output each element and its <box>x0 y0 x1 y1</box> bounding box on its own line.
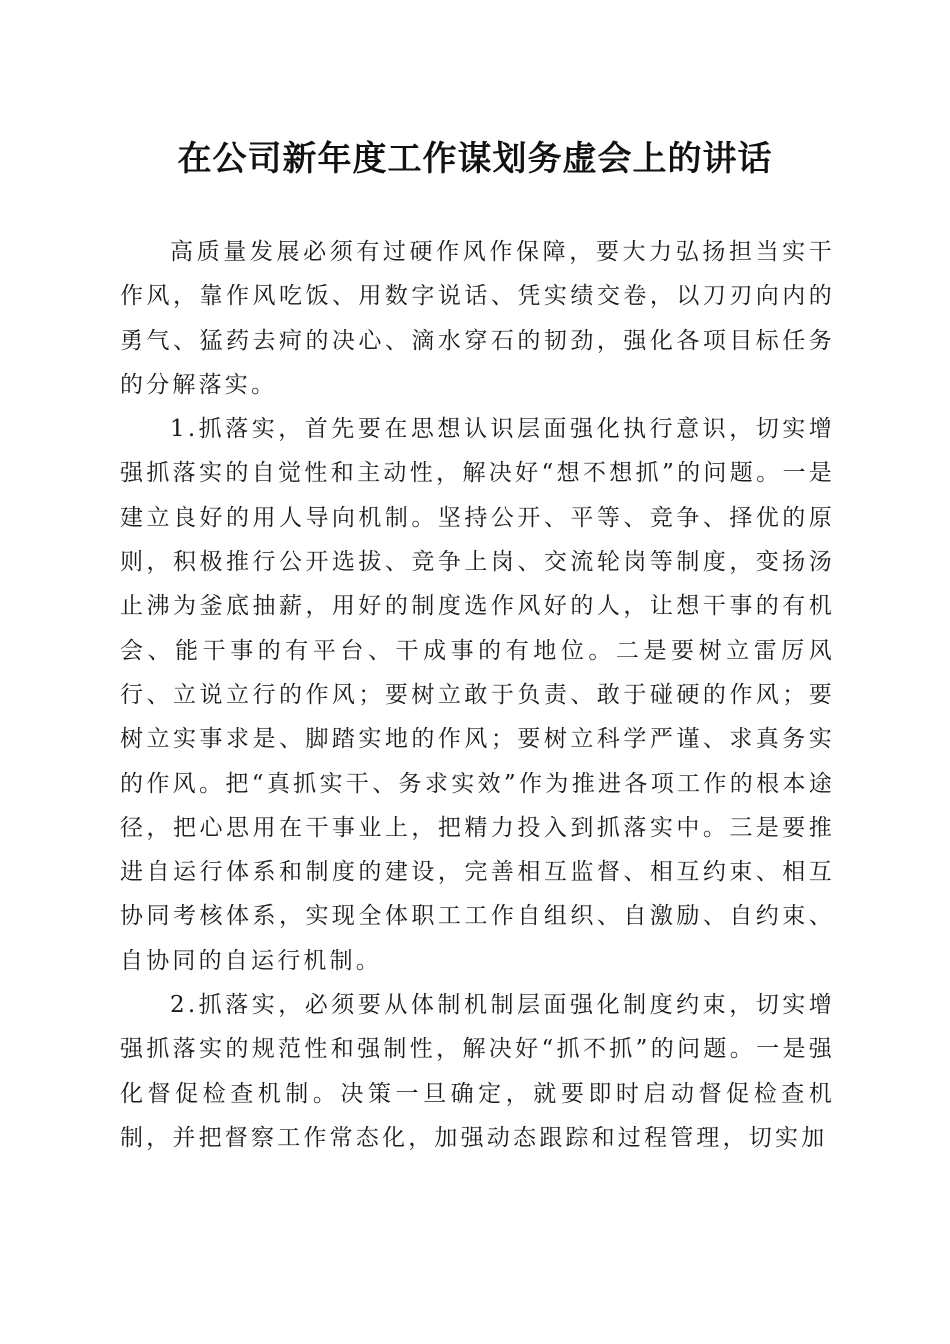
paragraph-intro: 高质量发展必须有过硬作风作保障，要大力弘扬担当实干作风，靠作风吃饭、用数字说话、凭实绩交卷，以刀刃向内的勇气、猛药去疴的决心、滴水穿石的韧劲，强化各项目标任务的分解落实。 <box>120 239 835 398</box>
paragraph-point-1: 1.抓落实，首先要在思想认识层面强化执行意识，切实增强抓落实的自觉性和主动性，解决好“想不想抓”的问题。一是建立良好的用人导向机制。坚持公开、平等、竞争、择优的原则，积极推行公开选拔、竞争上岗、交流轮岗等制度，变扬汤止沸为釜底抽薪，用好的制度选作风好的人，让想干事的有机会、能干事的有平台、干成事的有地位。二是要树立雷厉风行、立说立行的作风；要树立敢于负责、敢于碰硬的作风；要树立实事求是、脚踏实地的作风；要树立科学严谨、求真务实的作风。把“真抓实干、务求实效”作为推进各项工作的根本途径，把心思用在干事业上，把精力投入到抓落实中。三是要推进自运行体系和制度的建设，完善相互监督、相互约束、相互协同考核体系，实现全体职工工作自组织、自激励、自约束、自协同的自运行机制。 <box>120 416 835 974</box>
document-title: 在公司新年度工作谋划务虚会上的讲话 <box>177 139 773 179</box>
document-body <box>120 230 835 1160</box>
paragraph-point-2: 2.抓落实，必须要从体制机制层面强化制度约束，切实增强抓落实的规范性和强制性，解决好“抓不抓”的问题。一是强化督促检查机制。决策一旦确定，就要即时启动督促检查机制，并把督察工作常态化，加强动态跟踪和过程管理，切实加 <box>120 992 835 1151</box>
